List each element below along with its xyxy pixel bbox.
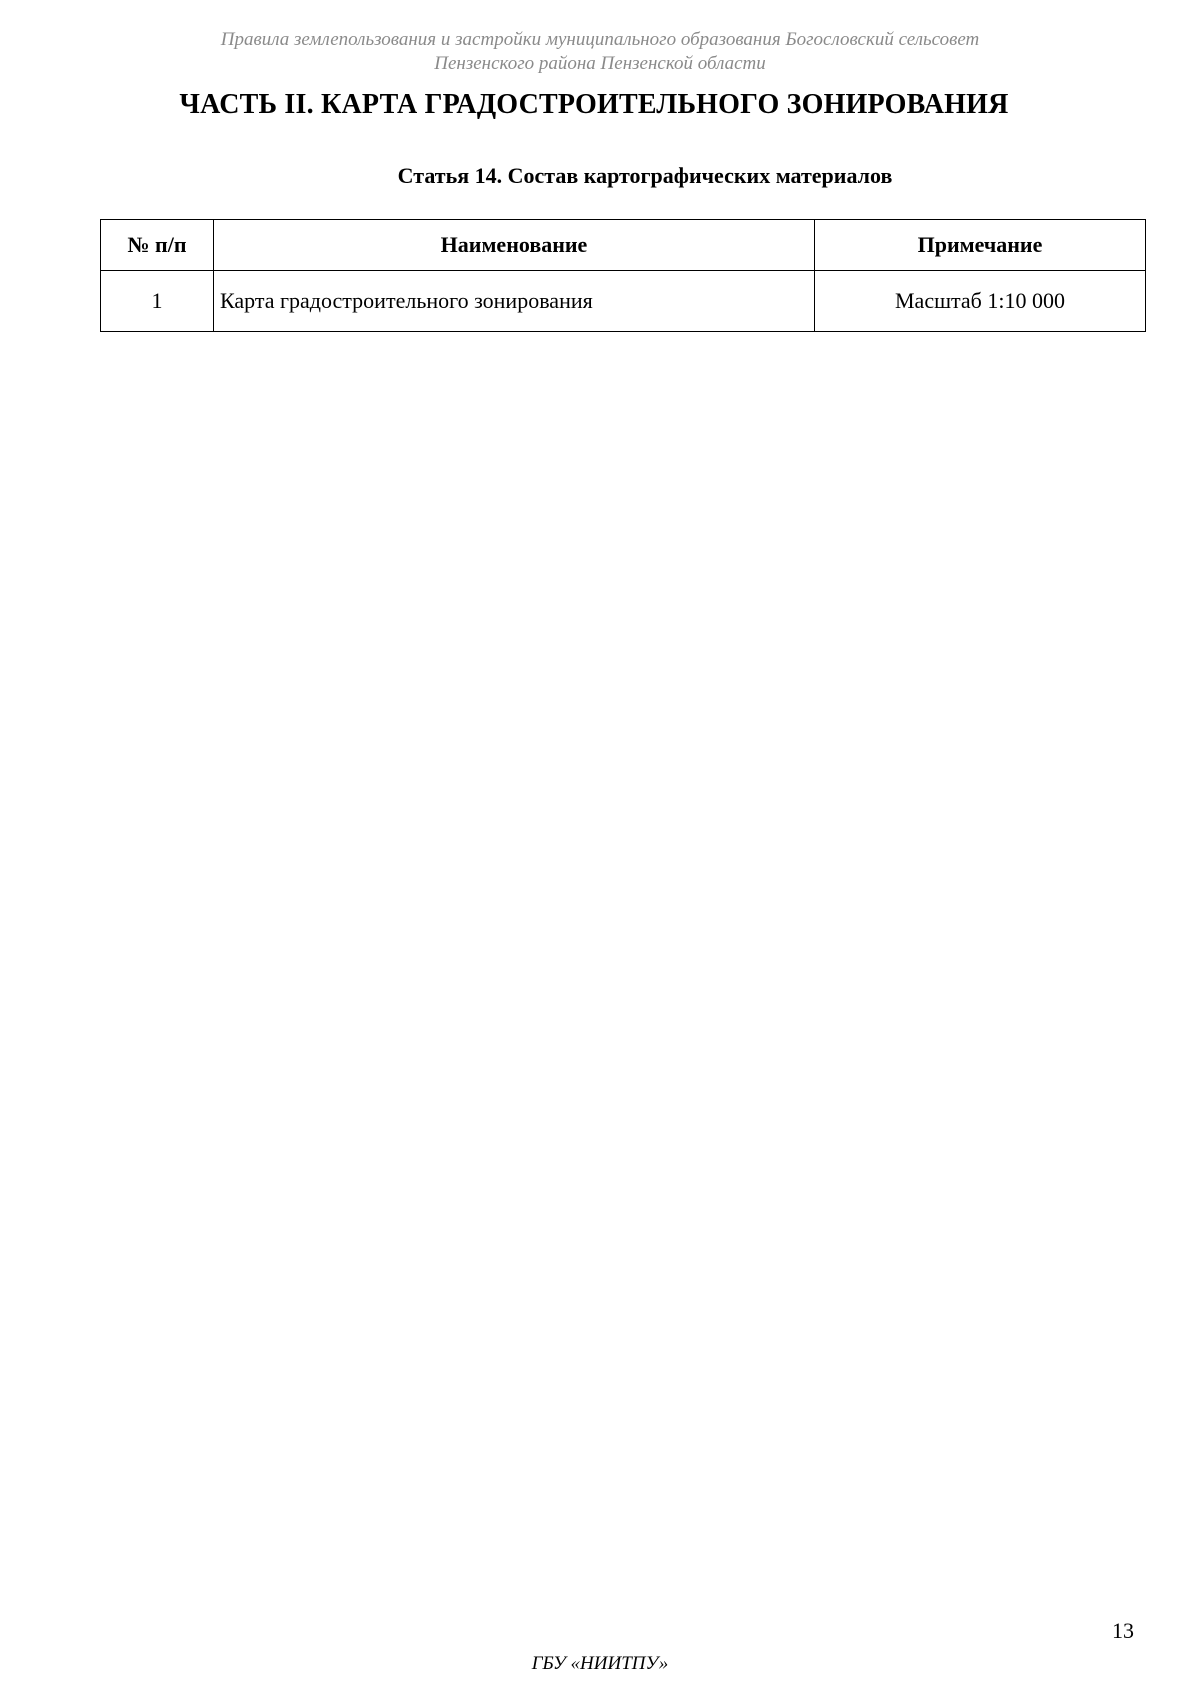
header-name: Наименование [214, 220, 815, 271]
running-header-line-1: Правила землепользования и застройки муниципального образования Богословский сельсовет [220, 29, 980, 50]
cartographic-materials-table [100, 219, 1146, 332]
row-number: 1 [101, 271, 214, 332]
article-title: Статья 14. Состав картографических материалов [397, 163, 893, 188]
header-note: Примечание [815, 220, 1146, 271]
row-note: Масштаб 1:10 000 [815, 271, 1146, 332]
table-row [101, 271, 1146, 332]
page-number: 13 [1112, 1618, 1134, 1643]
table-header-row [101, 220, 1146, 271]
row-name: Карта градостроительного зонирования [214, 271, 815, 332]
part-title: ЧАСТЬ II. КАРТА ГРАДОСТРОИТЕЛЬНОГО ЗОНИРОВАНИЯ [179, 89, 1009, 120]
header-number: № п/п [101, 220, 214, 271]
footer-organization: ГБУ «НИИТПУ» [531, 1653, 669, 1674]
running-header [0, 28, 1200, 76]
running-header-line-2: Пензенского района Пензенской области [434, 53, 766, 74]
